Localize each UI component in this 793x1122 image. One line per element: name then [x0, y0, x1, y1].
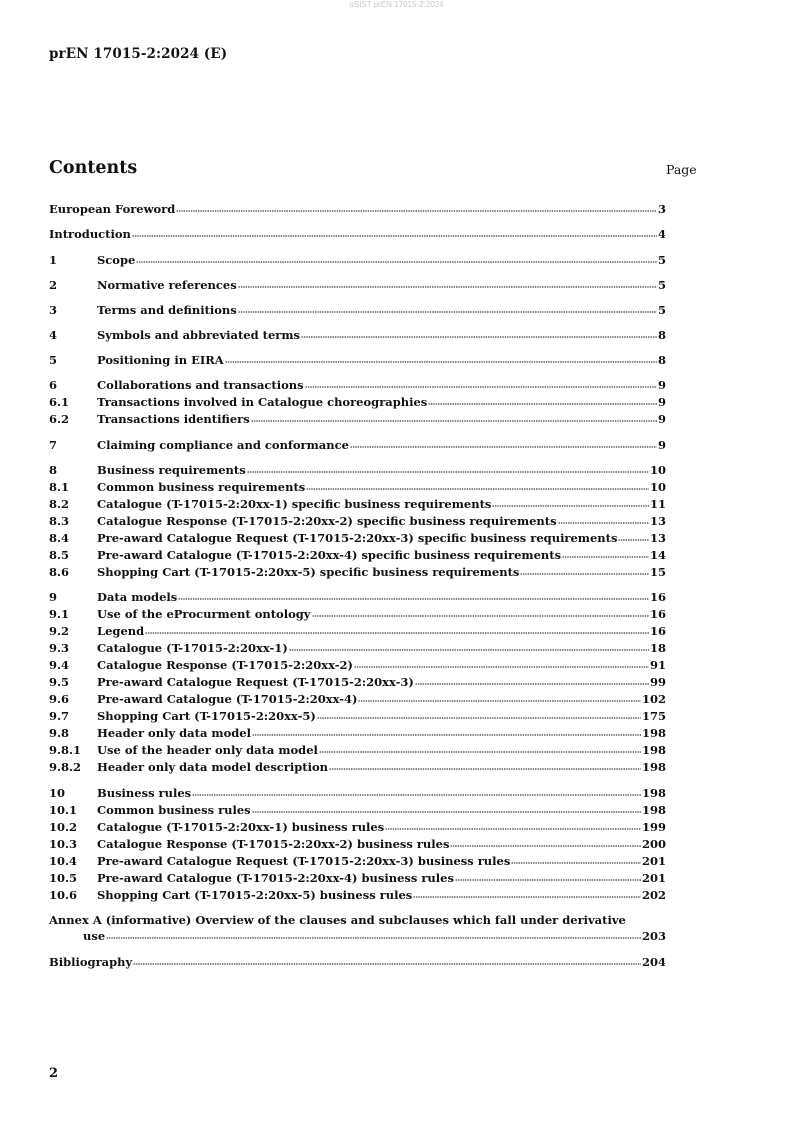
toc-entry[interactable]	[49, 802, 666, 818]
toc-entry-number: 10.4	[49, 854, 78, 868]
toc-entry-title: Pre-award Catalogue Request (T-17015-2:20xx-3)	[97, 675, 414, 689]
document-id: prEN 17015-2:2024 (E)	[49, 46, 228, 62]
page-number: 2	[49, 1066, 59, 1081]
dot-leader	[251, 414, 657, 423]
toc-entry-page: 198	[641, 743, 666, 757]
dot-leader	[312, 609, 649, 618]
toc-entry[interactable]	[49, 742, 666, 758]
toc-entry-page: 14	[649, 548, 666, 562]
toc-entry-number: 8.4	[49, 531, 70, 545]
dot-leader	[428, 397, 657, 406]
toc-annex-continuation[interactable]	[49, 928, 666, 944]
toc-bibliography[interactable]	[49, 954, 666, 970]
dot-leader	[511, 856, 641, 865]
toc-entry-page: 5	[657, 303, 666, 317]
toc-entry-title: Catalogue Response (T-17015-2:20xx-2) specific business requirements	[97, 514, 557, 528]
dot-leader	[132, 229, 657, 238]
toc-entry[interactable]	[49, 836, 666, 852]
toc-entry-page: 3	[657, 202, 666, 216]
toc-entry-number: 6.2	[49, 412, 70, 426]
toc-entry-number: 10.5	[49, 871, 78, 885]
toc-entry-number: 9.3	[49, 641, 70, 655]
toc-entry-title: Header only data model	[97, 726, 251, 740]
toc-entry-title: Catalogue (T-17015-2:20xx-1)	[97, 641, 288, 655]
toc-entry[interactable]	[49, 819, 666, 835]
toc-entry-page: 5	[657, 253, 666, 267]
toc-entry-number: 9.8.1	[49, 743, 82, 757]
toc-entry-title: Common business rules	[97, 803, 251, 817]
dot-leader	[319, 745, 641, 754]
toc-entry-page: 8	[657, 328, 666, 342]
dot-leader	[354, 660, 649, 669]
toc-entry-title: Data models	[97, 590, 178, 604]
toc-entry-number: 4	[49, 328, 58, 342]
toc-entry-title: Scope	[97, 253, 136, 267]
toc-entry-title: European Foreword	[49, 202, 176, 216]
dot-leader	[562, 550, 649, 559]
toc-entry-page: 15	[649, 565, 666, 579]
toc-entry-title: Terms and definitions	[97, 303, 237, 317]
page-column-label: Page	[666, 162, 697, 177]
toc-entry-number: 9.8	[49, 726, 70, 740]
toc-entry-number: 1	[49, 253, 58, 267]
toc-entry[interactable]	[49, 327, 666, 343]
toc-entry-title: Normative references	[97, 278, 237, 292]
toc-entry-page: 5	[657, 278, 666, 292]
toc-entry-title: Transactions identifiers	[97, 412, 250, 426]
toc-entry-title: Introduction	[49, 227, 131, 241]
toc-entry-title: Catalogue Response (T-17015-2:20xx-2)	[97, 658, 353, 672]
toc-entry-number: 8.5	[49, 548, 70, 562]
dot-leader	[558, 516, 649, 525]
toc-entry-number: 8.1	[49, 480, 70, 494]
dot-leader	[415, 677, 649, 686]
toc-entry-title: Shopping Cart (T-17015-2:20xx-5)	[97, 709, 316, 723]
toc-entry-page: 13	[649, 514, 666, 528]
toc-entry-title: Legend	[97, 624, 145, 638]
toc-entry[interactable]	[49, 870, 666, 886]
toc-entry[interactable]	[49, 437, 666, 453]
toc-entry-title: Collaborations and transactions	[97, 378, 304, 392]
dot-leader	[350, 440, 657, 449]
toc-entry-number: 9	[49, 590, 58, 604]
toc-entry[interactable]	[49, 853, 666, 869]
toc-entry-page: 200	[641, 837, 666, 851]
toc-entry-number: 9.5	[49, 675, 70, 689]
toc-entry-number: 10.3	[49, 837, 78, 851]
toc-entry[interactable]	[49, 674, 666, 690]
toc-entry-title: Positioning in EIRA	[97, 353, 224, 367]
toc-entry-page: 9	[657, 438, 666, 452]
toc-entry-number: 7	[49, 438, 58, 452]
dot-leader	[192, 788, 641, 797]
toc-entry-page: 16	[649, 590, 666, 604]
dot-leader	[492, 499, 649, 508]
toc-entry-page: 13	[649, 531, 666, 545]
toc-entry-page: 16	[649, 607, 666, 621]
toc-entry[interactable]	[49, 479, 666, 495]
dot-leader	[385, 822, 641, 831]
toc-entry-number: 8.6	[49, 565, 70, 579]
toc-entry[interactable]	[49, 887, 666, 903]
toc-entry-page: 11	[649, 497, 666, 511]
toc-entry-number: 9.7	[49, 709, 70, 723]
dot-leader	[455, 873, 641, 882]
toc-annex-page: 203	[641, 929, 666, 943]
dot-leader	[520, 567, 649, 576]
toc-entry-title: Shopping Cart (T-17015-2:20xx-5) business rules	[97, 888, 413, 902]
toc-entry[interactable]	[49, 725, 666, 741]
toc-entry[interactable]	[49, 226, 666, 242]
toc-entry[interactable]	[49, 377, 666, 393]
toc-entry[interactable]	[49, 606, 666, 622]
dot-leader	[176, 204, 657, 213]
toc-bibliography-page: 204	[641, 955, 666, 969]
toc-entry-page: 175	[641, 709, 666, 723]
toc-entry-title: Use of the eProcurment ontology	[97, 607, 311, 621]
toc-entry[interactable]	[49, 530, 666, 546]
toc-entry-number: 8.3	[49, 514, 70, 528]
toc-entry[interactable]	[49, 708, 666, 724]
toc-entry-number: 10	[49, 786, 66, 800]
toc-entry-page: 198	[641, 726, 666, 740]
toc-entry-title: Shopping Cart (T-17015-2:20xx-5) specific business requirements	[97, 565, 520, 579]
toc-entry-number: 10.1	[49, 803, 78, 817]
toc-entry[interactable]	[49, 623, 666, 639]
dot-leader	[106, 931, 641, 940]
dot-leader	[301, 330, 657, 339]
toc-entry[interactable]	[49, 691, 666, 707]
toc-entry-number: 8.2	[49, 497, 70, 511]
dot-leader	[252, 805, 641, 814]
dot-leader	[238, 305, 657, 314]
toc-entry[interactable]	[49, 759, 666, 775]
dot-leader	[136, 255, 657, 264]
toc-entry-page: 9	[657, 378, 666, 392]
toc-entry-page: 102	[641, 692, 666, 706]
watermark: oSIST prEN 17015-2:2024	[349, 0, 444, 9]
toc-entry-page: 199	[641, 820, 666, 834]
toc-entry[interactable]	[49, 640, 666, 656]
toc-entry-page: 201	[641, 854, 666, 868]
toc-entry[interactable]	[49, 394, 666, 410]
toc-entry-page: 4	[657, 227, 666, 241]
dot-leader	[238, 280, 657, 289]
toc-entry-title: Pre-award Catalogue (T-17015-2:20xx-4) specific business requirements	[97, 548, 562, 562]
toc-entry-number: 8	[49, 463, 58, 477]
dot-leader	[618, 533, 649, 542]
toc-entry-number: 3	[49, 303, 58, 317]
toc-annex-title-line2: use	[83, 929, 106, 943]
toc-entry-title: Symbols and abbreviated terms	[97, 328, 300, 342]
dot-leader	[450, 839, 641, 848]
dot-leader	[252, 728, 641, 737]
toc-entry-title: Pre-award Catalogue Request (T-17015-2:20xx-3) specific business requirements	[97, 531, 618, 545]
contents-heading: Contents	[49, 158, 138, 178]
toc-entry-page: 201	[641, 871, 666, 885]
toc-entry-title: Use of the header only data model	[97, 743, 318, 757]
toc-bibliography-title: Bibliography	[49, 955, 133, 969]
toc-entry-title: Header only data model description	[97, 760, 328, 774]
toc-entry[interactable]	[49, 513, 666, 529]
toc-entry-title: Transactions involved in Catalogue choreographies	[97, 395, 428, 409]
toc-entry[interactable]	[49, 411, 666, 427]
toc-entry[interactable]	[49, 302, 666, 318]
toc-entry-page: 10	[649, 463, 666, 477]
toc-annex-title[interactable]: Annex A (informative) Overview of the clauses and subclauses which fall under derivative	[49, 913, 626, 927]
toc-entry-title: Pre-award Catalogue (T-17015-2:20xx-4) business rules	[97, 871, 454, 885]
toc-entry-page: 8	[657, 353, 666, 367]
dot-leader	[329, 762, 641, 771]
toc-entry-title: Pre-award Catalogue (T-17015-2:20xx-4)	[97, 692, 358, 706]
toc-entry-page: 99	[649, 675, 666, 689]
toc-entry-number: 5	[49, 353, 58, 367]
toc-entry[interactable]	[49, 252, 666, 268]
toc-entry-page: 198	[641, 786, 666, 800]
dot-leader	[133, 957, 641, 966]
dot-leader	[289, 643, 649, 652]
toc-entry-title: Business requirements	[97, 463, 246, 477]
toc-entry-number: 10.2	[49, 820, 78, 834]
toc-entry-title: Catalogue Response (T-17015-2:20xx-2) business rules	[97, 837, 450, 851]
toc-entry[interactable]	[49, 785, 666, 801]
dot-leader	[358, 694, 641, 703]
toc-entry-number: 9.2	[49, 624, 70, 638]
dot-leader	[247, 465, 649, 474]
toc-entry-number: 10.6	[49, 888, 78, 902]
toc-entry-page: 198	[641, 760, 666, 774]
dot-leader	[145, 626, 649, 635]
dot-leader	[305, 380, 657, 389]
toc-entry[interactable]	[49, 277, 666, 293]
toc-entry-page: 202	[641, 888, 666, 902]
toc-entry-page: 18	[649, 641, 666, 655]
toc-entry-title: Business rules	[97, 786, 192, 800]
toc-entry[interactable]	[49, 352, 666, 368]
toc-entry[interactable]	[49, 201, 666, 217]
toc-entry-number: 6	[49, 378, 58, 392]
toc-entry[interactable]	[49, 564, 666, 580]
toc-entry-title: Pre-award Catalogue Request (T-17015-2:20xx-3) business rules	[97, 854, 511, 868]
toc-entry-number: 9.1	[49, 607, 70, 621]
toc-entry-page: 10	[649, 480, 666, 494]
dot-leader	[306, 482, 649, 491]
dot-leader	[317, 711, 641, 720]
toc-entry-page: 16	[649, 624, 666, 638]
toc-entry[interactable]	[49, 657, 666, 673]
toc-entry[interactable]	[49, 547, 666, 563]
toc-entry-page: 9	[657, 412, 666, 426]
dot-leader	[413, 890, 641, 899]
dot-leader	[225, 355, 657, 364]
toc-entry-number: 2	[49, 278, 58, 292]
toc-entry-page: 198	[641, 803, 666, 817]
toc-entry-number: 9.6	[49, 692, 70, 706]
toc-entry-title: Catalogue (T-17015-2:20xx-1) business rules	[97, 820, 385, 834]
toc-entry-number: 6.1	[49, 395, 70, 409]
toc-entry-page: 91	[649, 658, 666, 672]
toc-entry-title: Catalogue (T-17015-2:20xx-1) specific business requirements	[97, 497, 492, 511]
toc-entry-title: Claiming compliance and conformance	[97, 438, 349, 452]
toc-entry-title: Common business requirements	[97, 480, 306, 494]
dot-leader	[178, 592, 649, 601]
toc-entry[interactable]	[49, 589, 666, 605]
toc-entry[interactable]	[49, 496, 666, 512]
toc-entry-page: 9	[657, 395, 666, 409]
toc-entry-number: 9.8.2	[49, 760, 82, 774]
toc-entry-number: 9.4	[49, 658, 70, 672]
toc-entry[interactable]	[49, 462, 666, 478]
